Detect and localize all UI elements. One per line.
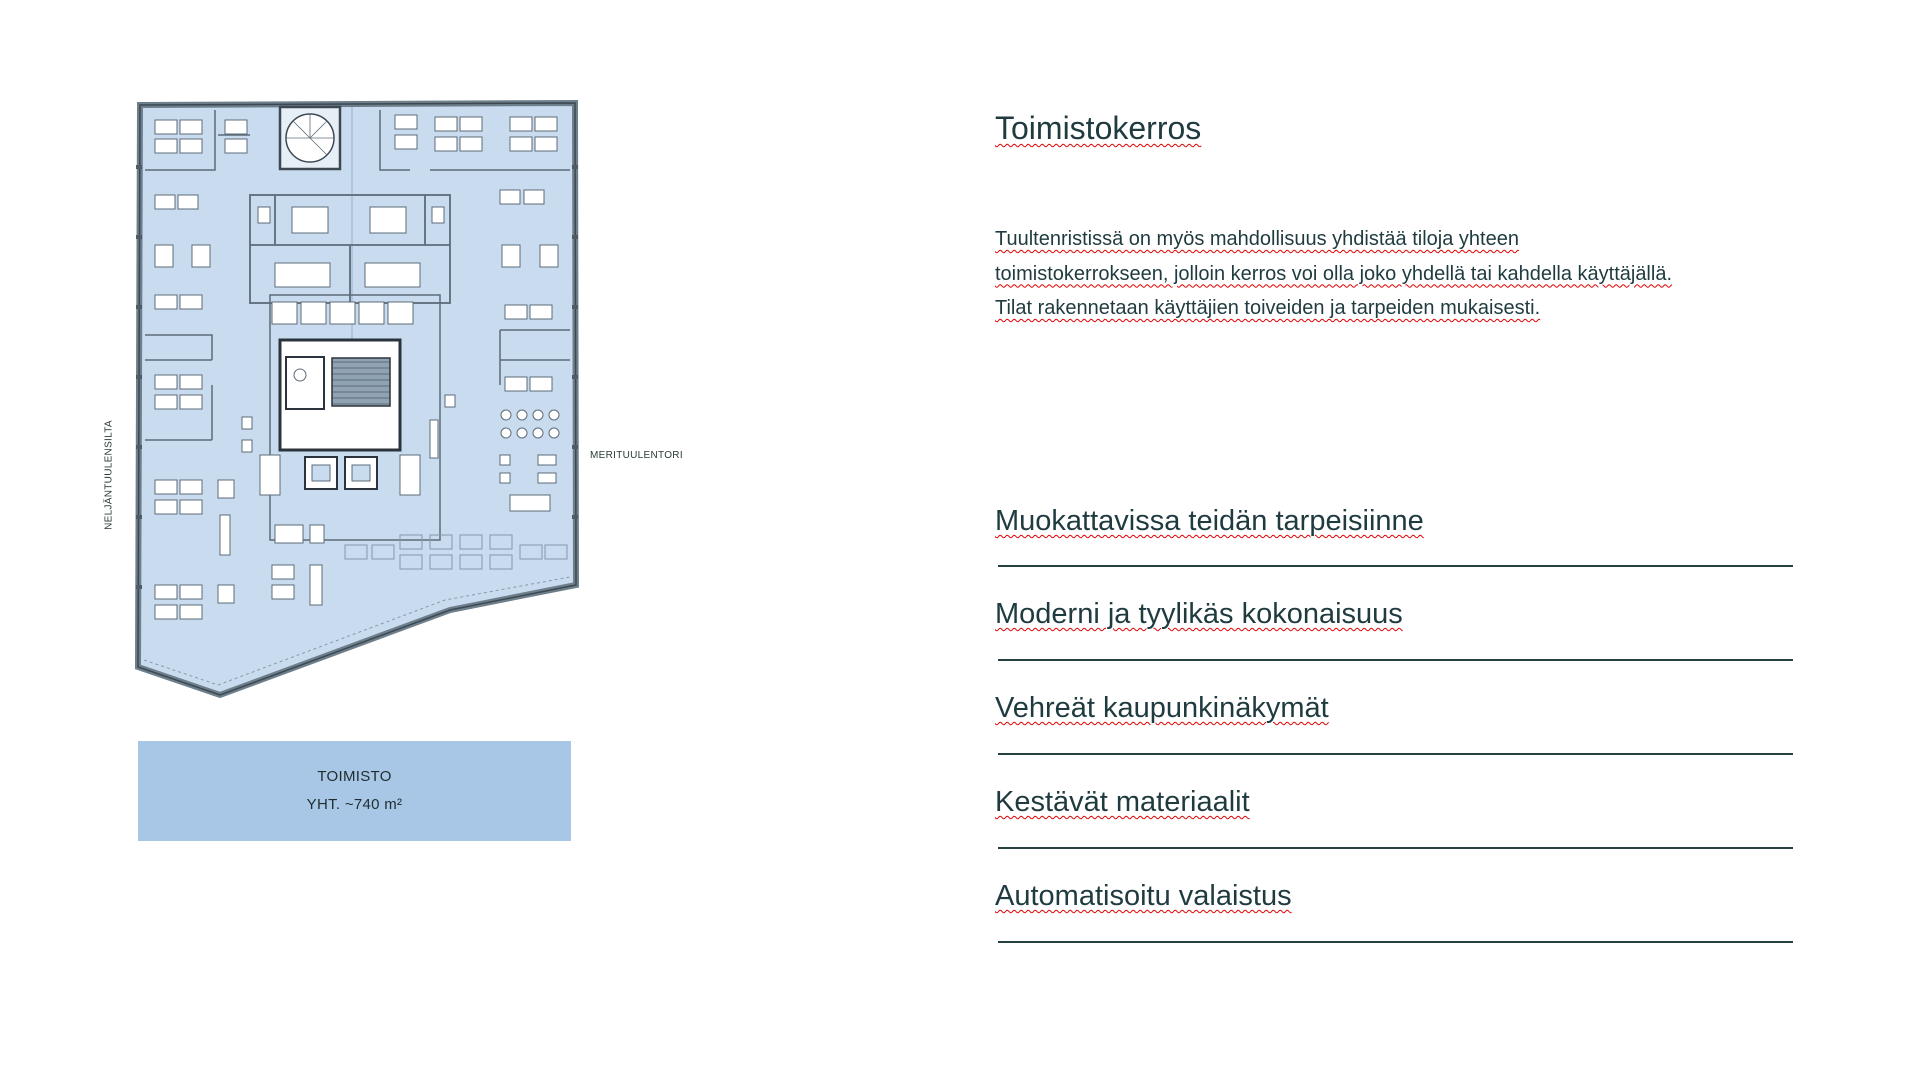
feature-divider [998, 565, 1793, 567]
feature-item-lighting: Automatisoitu valaistus [995, 880, 1292, 912]
feature-divider [998, 941, 1793, 943]
description-text: Tuultenristissä on myös mahdollisuus yhdistää tiloja yhteen toimistokerrokseen, jolloin kerros voi olla joko yhdellä tai kahdella käyttäjällä. Tilat rakennetaan käyttäjien toiveiden ja tarpeiden mukaisesti. [995, 228, 1673, 319]
feature-item-materials: Kestävät materiaalit [995, 786, 1250, 818]
feature-divider [998, 753, 1793, 755]
feature-item-customizable: Muokattavissa teidän tarpeisiinne [995, 505, 1424, 537]
street-label-left: NELJÄNTUULENSILTA [103, 420, 115, 530]
area-summary-box [138, 741, 571, 841]
feature-item-cityviews: Vehreät kaupunkinäkymät [995, 692, 1329, 724]
page-title: Toimistokerros [995, 110, 1202, 146]
feature-item-modern: Moderni ja tyylikäs kokonaisuus [995, 598, 1403, 630]
street-label-right: MERITUULENTORI [590, 450, 683, 461]
area-value: YHT. ~740 m² [306, 796, 403, 813]
floor-plan-image [100, 95, 600, 705]
area-label: TOIMISTO [317, 768, 392, 785]
feature-divider [998, 847, 1793, 849]
feature-divider [998, 659, 1793, 661]
